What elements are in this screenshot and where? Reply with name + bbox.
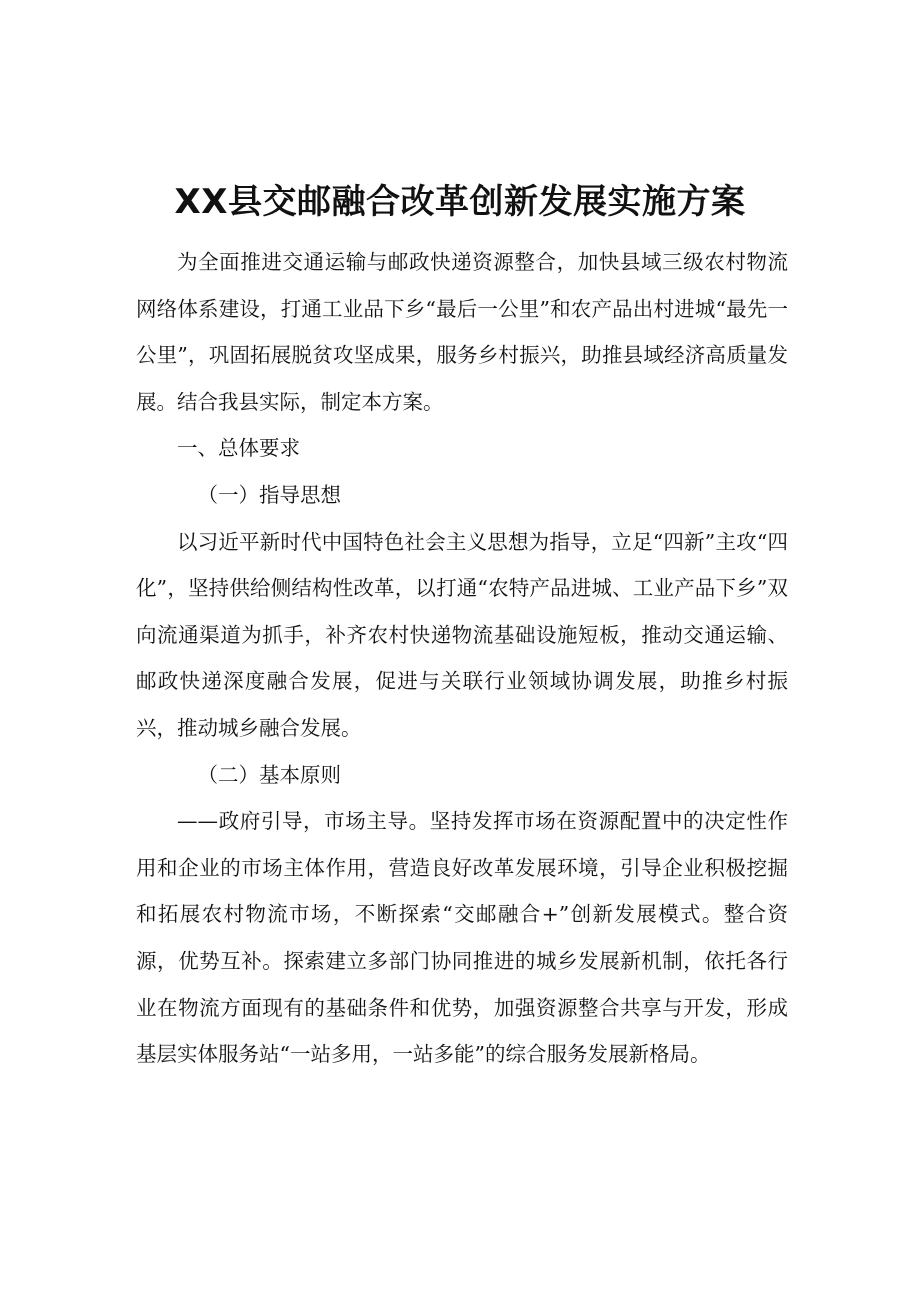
- guiding-ideology-paragraph: 以习近平新时代中国特色社会主义思想为指导，立足“四新”主攻“四化”，坚持供给侧结构性改革，以打通“农特产品进城、工业产品下乡”双向流通渠道为抓手，补齐农村快递物流基础设施短板，推动交通运输、邮政快递深度融合发展，促进与关联行业领域协调发展，助推乡村振兴，推动城乡融合发展。: [136, 529, 788, 740]
- basic-principles-paragraph: ——政府引导，市场主导。坚持发挥市场在资源配置中的决定性作用和企业的市场主体作用，营造良好改革发展环境，引导企业积极挖掘和拓展农村物流市场，不断探索“交邮融合+”创新发展模式。整合资源，优势互补。探索建立多部门协同推进的城乡发展新机制，依托各行业在物流方面现有的基础条件和优势，加强资源整合共享与开发，形成基层实体服务站“一站多用，一站多能”的综合服务发展新格局。: [136, 809, 788, 1067]
- section-heading-general-requirements: 一、总体要求: [177, 436, 300, 461]
- document-body: [136, 239, 788, 1078]
- document-title: XX县交邮融合改革创新发展实施方案: [174, 182, 746, 222]
- subsection-heading-basic-principles: （二）基本原则: [197, 762, 341, 787]
- subsection-heading-guiding-ideology: （一）指导思想: [197, 482, 341, 507]
- intro-paragraph: 为全面推进交通运输与邮政快递资源整合，加快县域三级农村物流网络体系建设，打通工业品下乡“最后一公里”和农产品出村进城“最先一公里”，巩固拓展脱贫攻坚成果，服务乡村振兴，助推县域经济高质量发展。结合我县实际，制定本方案。: [136, 250, 788, 414]
